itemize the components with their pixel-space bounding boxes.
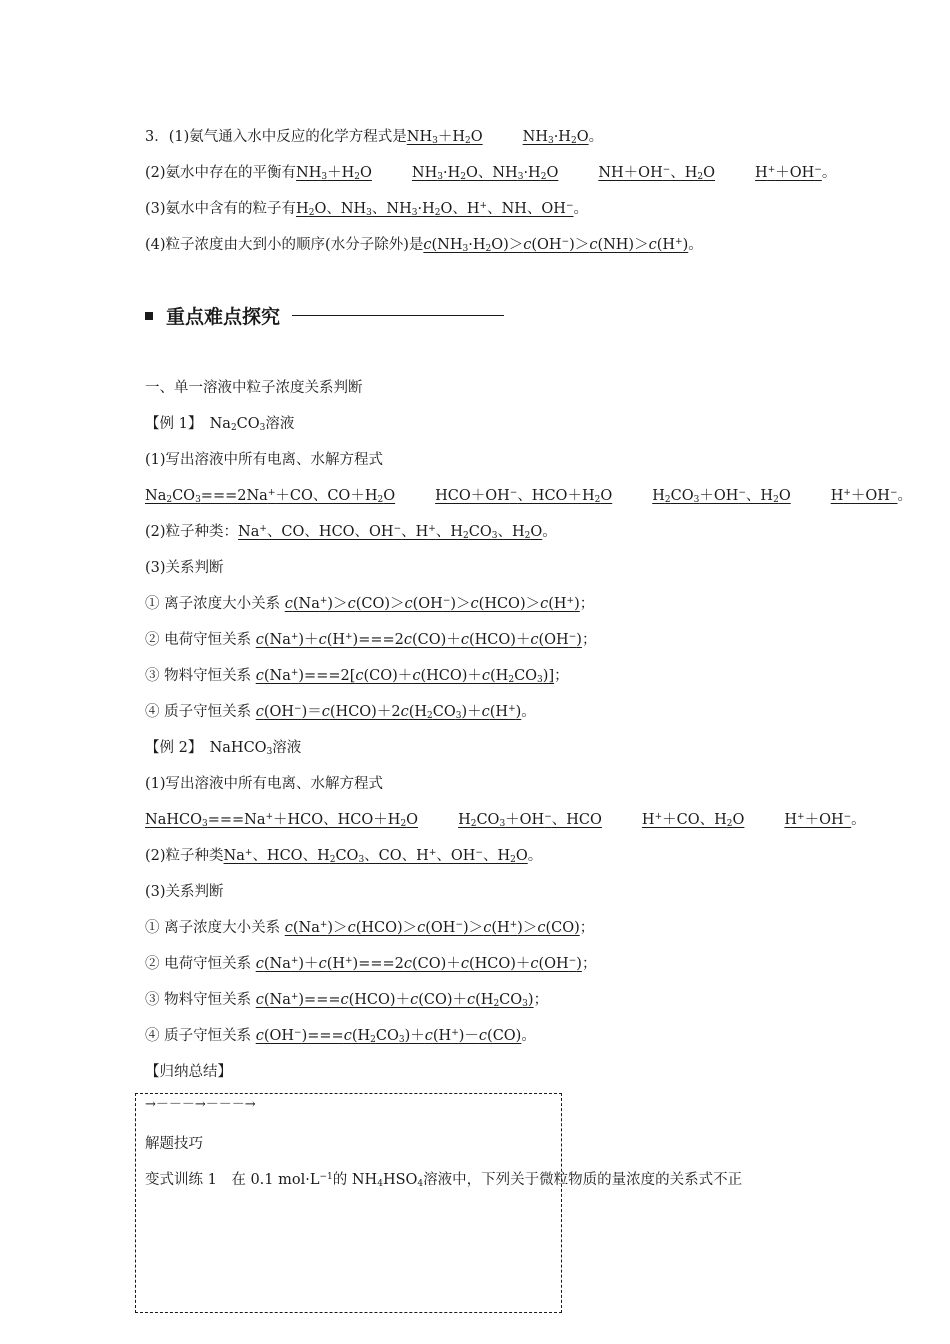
example1-q1: (1)写出溶液中所有电离、水解方程式 bbox=[145, 452, 384, 468]
summary-label: 【归纳总结】 bbox=[145, 1064, 232, 1080]
q3-p3-answer: $H_2O$、$NH_3$、$NH_3\cdot H_2O$、H+、NH、OH− bbox=[296, 201, 574, 218]
q3-part3: (3)氨水中含有的粒子有$H_2O$、$NH_3$、$NH_3\cdot H_2O$、H+、NH、OH−。 bbox=[145, 201, 588, 218]
q3-p4-label: (4)粒子浓度由大到小的顺序(水分子除外)是 bbox=[145, 237, 424, 253]
q3-p2-answer: $NH_3+H_2O$ $NH_3\cdot H_2O$、$NH_3\cdot H_2O$ NH＋OH−、$H_2O$ H+＋OH− bbox=[296, 165, 822, 182]
q3-p1-answer: $NH_3+H_2O$ $NH_3\cdot H_2O$ bbox=[406, 129, 589, 146]
example1-r2: ② 电荷守恒关系 c(Na+)＋c(H+)===2c(CO)＋c(HCO)＋c(OH−)； bbox=[145, 632, 597, 648]
example1-r1: ① 离子浓度大小关系 c(Na+)＞c(CO)＞c(OH−)＞c(HCO)＞c(H+)； bbox=[145, 596, 595, 612]
summary-dashed-box bbox=[135, 1093, 562, 1313]
example2-q2: (2)粒子种类Na+、HCO、$H_2CO_3$、CO、H+、OH−、$H_2O$。 bbox=[145, 848, 543, 865]
example1-q2: (2)粒子种类：Na+、CO、HCO、OH−、H+、$H_2CO_3$、$H_2O$。 bbox=[145, 524, 557, 541]
example2-q1: (1)写出溶液中所有电离、水解方程式 bbox=[145, 776, 384, 792]
variant-training-1: 变式训练 1 在 0.1 $mol\cdot L^{-1}$的 $NH_4HSO_4$溶液中，下列关于微粒物质的量浓度的关系式不正 bbox=[145, 1172, 743, 1189]
square-bullet-icon bbox=[145, 312, 153, 320]
example2-r1: ① 离子浓度大小关系 c(Na+)＞c(HCO)＞c(OH−)＞c(H+)＞c(CO)； bbox=[145, 920, 595, 936]
q3-p4-answer: $c(NH_3\cdot H_2O)>c(OH^-)>c(NH)>c(H^+)$ bbox=[423, 237, 689, 254]
example1-r4: ④ 质子守恒关系 $c(OH^-)=c(HCO)+2c(H_2CO_3)+c(H^+)$。 bbox=[145, 704, 536, 721]
q3-p1-label: 3．(1)氨气通入水中反应的化学方程式是 bbox=[145, 129, 407, 145]
q3-p3-label: (3)氨水中含有的粒子有 bbox=[145, 201, 297, 217]
part1-title: 一、单一溶液中粒子浓度关系判断 bbox=[145, 380, 363, 396]
q3-part2: (2)氨水中存在的平衡有$NH_3+H_2O$ $NH_3\cdot H_2O$、$NH_3\cdot H_2O$ NH＋OH−、$H_2O$ H+＋OH−。 bbox=[145, 165, 837, 182]
q3-part4: (4)粒子浓度由大到小的顺序(水分子除外)是$c(NH_3\cdot H_2O)>c(OH^-)>c(NH)>c(H^+)$。 bbox=[145, 237, 703, 254]
example2-q3: (3)关系判断 bbox=[145, 884, 224, 900]
example2-r2: ② 电荷守恒关系 c(Na+)＋c(H+)===2c(CO)＋c(HCO)＋c(OH−)； bbox=[145, 956, 597, 972]
example2-r4: ④ 质子守恒关系 $c(OH^-)===c(H_2CO_3)+c(H^+)-c(CO)$。 bbox=[145, 1028, 536, 1045]
example2-r3: ③ 物料守恒关系 $c(Na^+)===c(HCO)+c(CO)+c(H_2CO_3)$； bbox=[145, 992, 549, 1009]
q3-p2-label: (2)氨水中存在的平衡有 bbox=[145, 165, 297, 181]
example2-header: 【例 2】 NaHCO$_3$溶液 bbox=[145, 740, 302, 757]
heading-rule bbox=[292, 315, 504, 316]
example2-equations: NaHCO$_3$===Na+＋HCO、$HCO+H_2O$ $H_2CO_3+OH^-$、HCO H+＋CO、$H_2O$ H+＋OH−。 bbox=[145, 812, 866, 829]
q3-part1: 3．(1)氨气通入水中反应的化学方程式是$NH_3+H_2O$ $NH_3\cdot H_2O$。 bbox=[145, 129, 604, 146]
box-title: 解题技巧 bbox=[145, 1136, 203, 1152]
section-heading bbox=[145, 302, 504, 329]
example1-r3: ③ 物料守恒关系 $c(Na^+)===2[c(CO)+c(HCO)+c(H_2CO_3)]$； bbox=[145, 668, 569, 685]
example1-equations: $Na_2CO_3===2Na^++CO$、$CO+H_2O$ HCO＋OH−、$HCO+H_2O$ $H_2CO_3+OH^-$、$H_2O$ H+＋OH−。 bbox=[145, 488, 912, 505]
section-title: 重点难点探究 bbox=[166, 306, 281, 328]
example1-header: 【例 1】 $Na_2CO_3$溶液 bbox=[145, 416, 295, 433]
arrow-chain-icon: →－－－→－－－→ bbox=[145, 1097, 256, 1112]
example1-q3: (3)关系判断 bbox=[145, 560, 224, 576]
